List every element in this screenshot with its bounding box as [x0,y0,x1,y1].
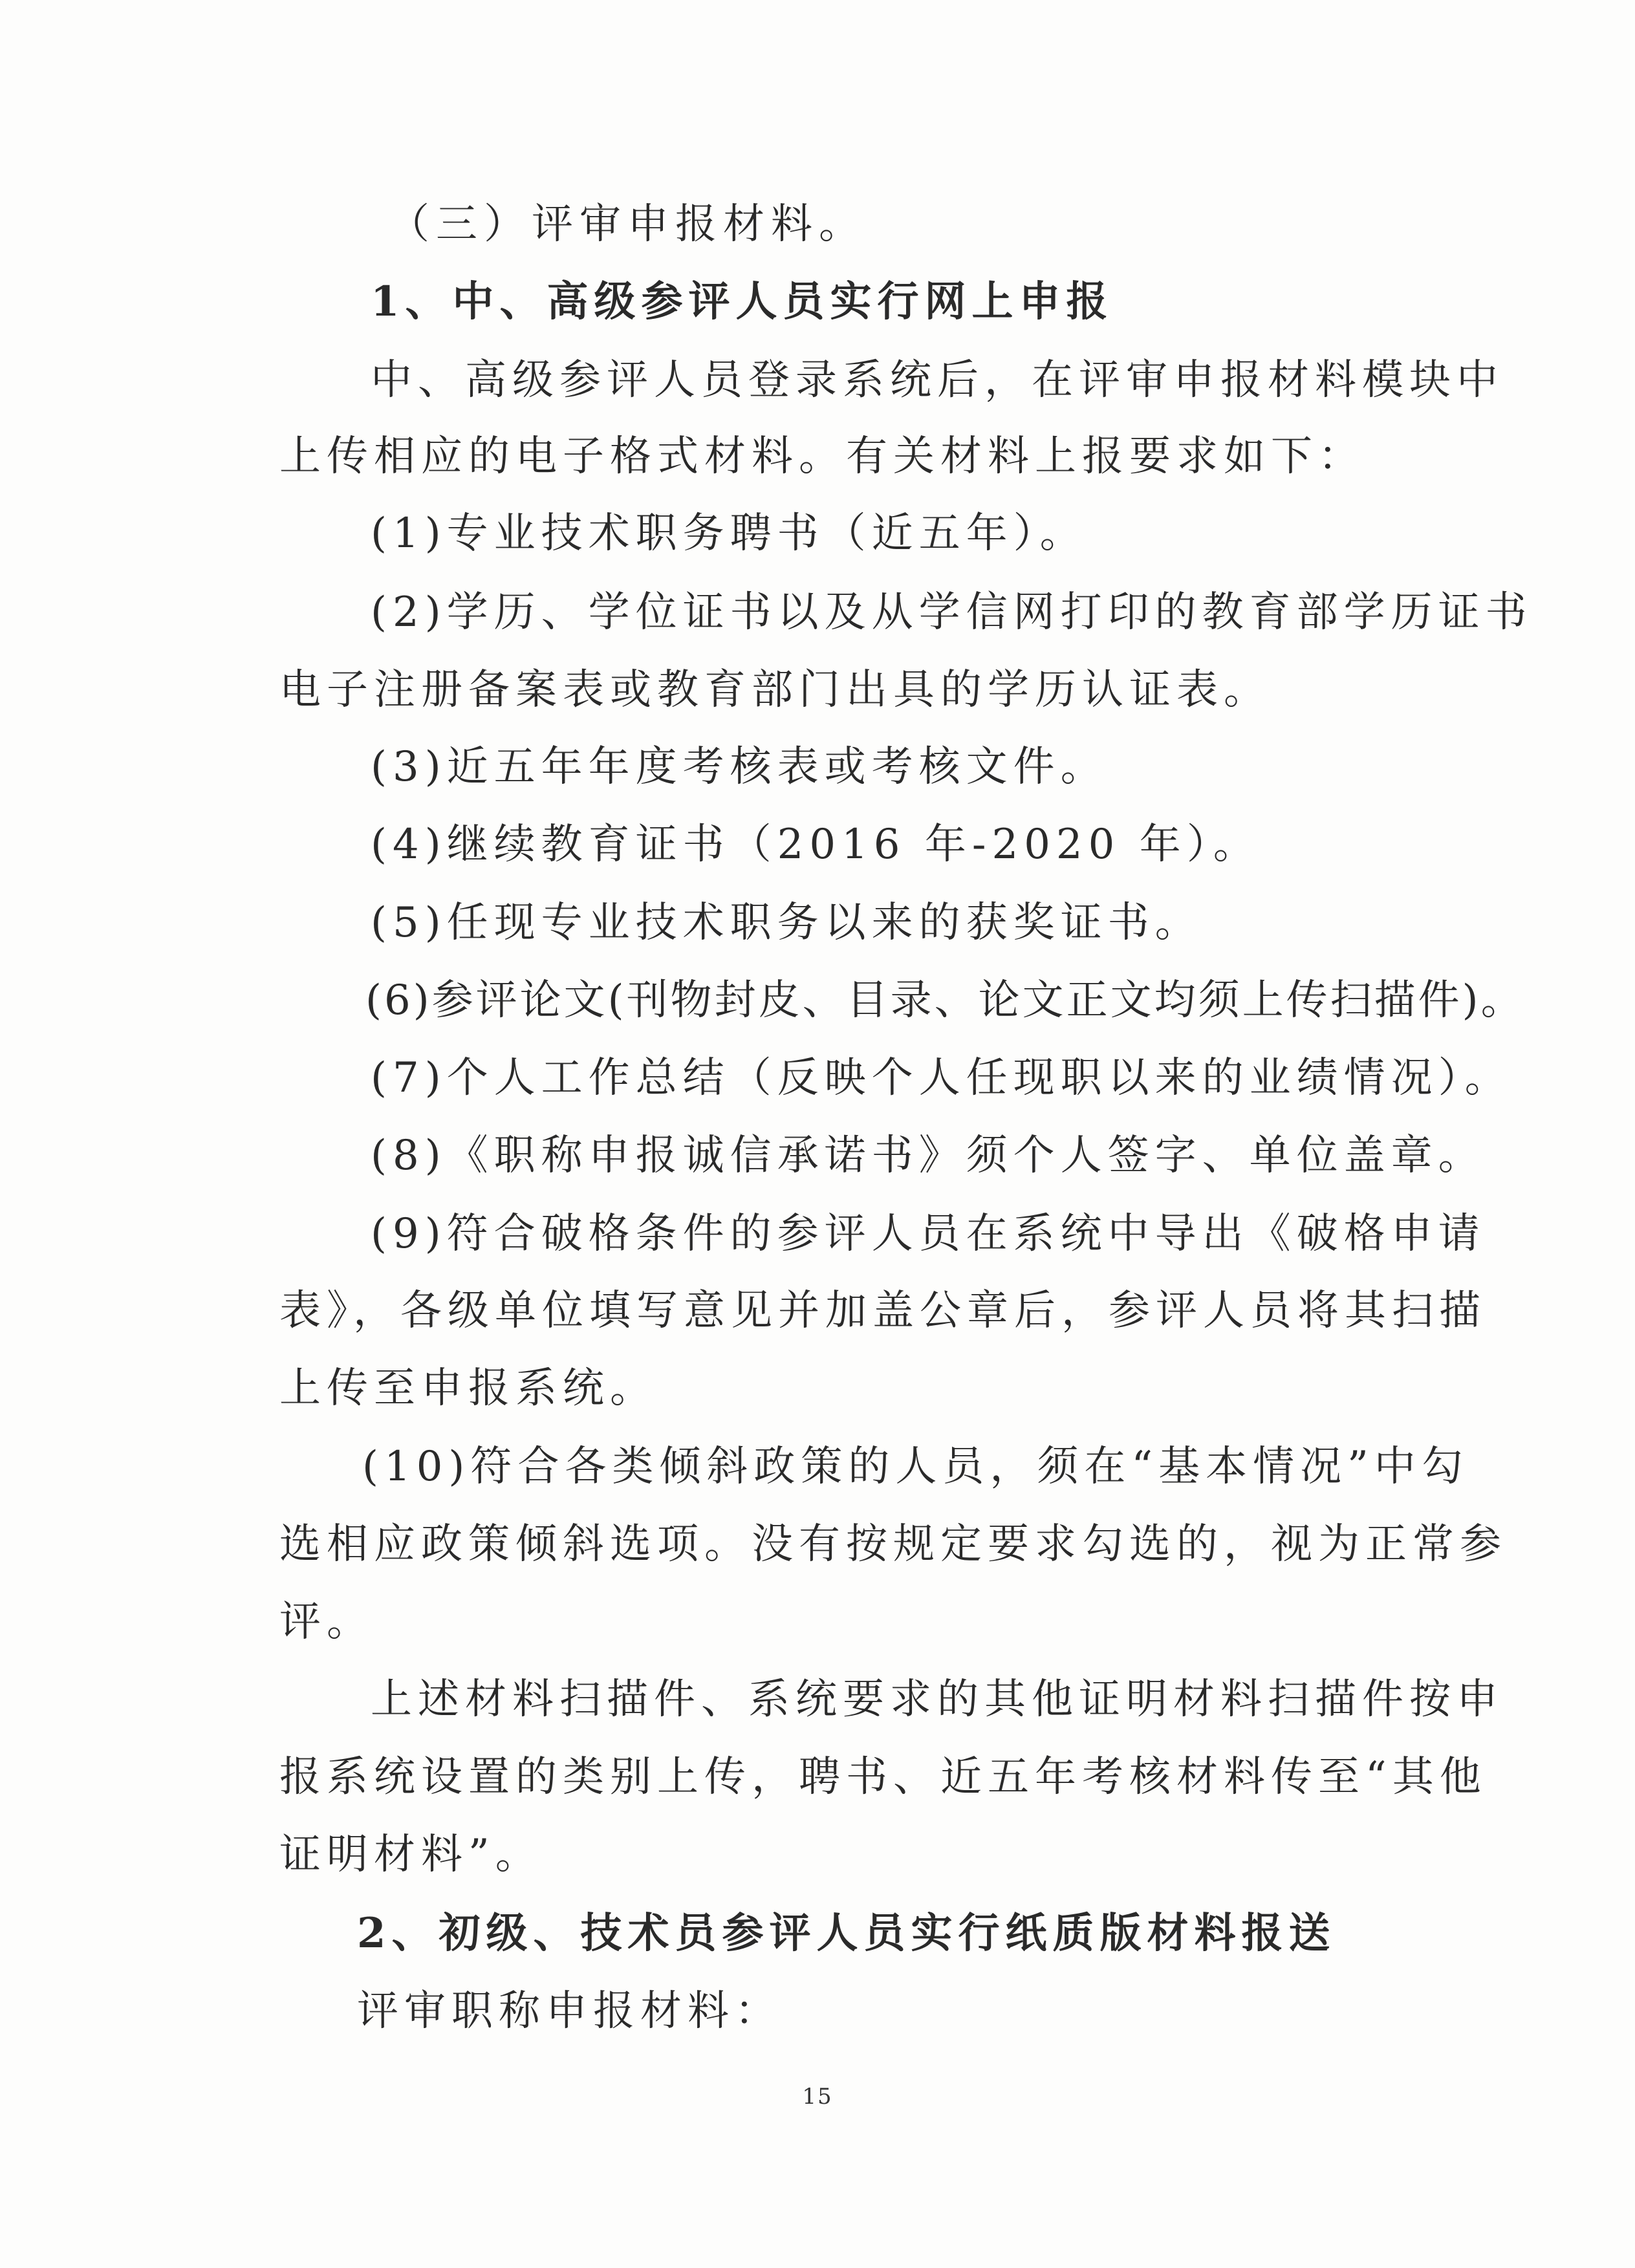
list-item-9-line-1: (9)符合破格条件的参评人员在系统中导出《破格申请 [371,1210,1486,1258]
list-item-2-line-2: 电子注册备案表或教育部门出具的学历认证表。 [279,666,1271,714]
final-paragraph-line: 评审职称申报材料： [357,1987,782,2035]
intro-paragraph-line-1: 中、高级参评人员登录系统后，在评审申报材料模块中 [371,356,1504,404]
list-item-3: (3)近五年年度考核表或考核文件。 [371,743,1108,791]
list-item-10-line-1: (10)符合各类倾斜政策的人员，须在“基本情况”中勾 [362,1443,1469,1491]
list-item-4: (4)继续教育证书（2016 年-2020 年）。 [371,821,1261,869]
list-item-2-line-1: (2)学历、学位证书以及从学信网打印的教育部学历证书 [371,589,1533,636]
intro-paragraph-line-2: 上传相应的电子格式材料。有关材料上报要求如下： [279,433,1365,481]
list-item-6: (6)参评论文(刊物封皮、目录、论文正文均须上传扫描件)。 [365,977,1525,1024]
summary-paragraph-line-2: 报系统设置的类别上传，聘书、近五年考核材料传至“其他 [279,1753,1487,1801]
summary-paragraph-line-1: 上述材料扫描件、系统要求的其他证明材料扫描件按申 [371,1676,1504,1723]
list-item-8: (8)《职称申报诚信承诺书》须个人签字、单位盖章。 [371,1132,1486,1180]
section-heading: （三）评审申报材料。 [388,200,867,248]
list-item-9-line-3: 上传至申报系统。 [279,1365,657,1412]
list-item-7: (7)个人工作总结（反映个人任现职以来的业绩情况）。 [371,1054,1512,1102]
list-item-1: (1)专业技术职务聘书（近五年）。 [371,510,1087,557]
subheading-paper-application: 2、初级、技术员参评人员实行纸质版材料报送 [357,1909,1336,1958]
page-number: 15 [802,2084,833,2110]
subheading-online-application: 1、中、高级参评人员实行网上申报 [371,277,1114,326]
list-item-5: (5)任现专业技术职务以来的获奖证书。 [371,899,1202,947]
list-item-10-line-2: 选相应政策倾斜选项。没有按规定要求勾选的，视为正常参 [279,1520,1507,1568]
list-item-10-line-3: 评。 [279,1598,374,1646]
list-item-9-line-2: 表》，各级单位填写意见并加盖公章后，参评人员将其扫描 [279,1287,1486,1335]
summary-paragraph-line-3: 证明材料”。 [279,1831,543,1879]
